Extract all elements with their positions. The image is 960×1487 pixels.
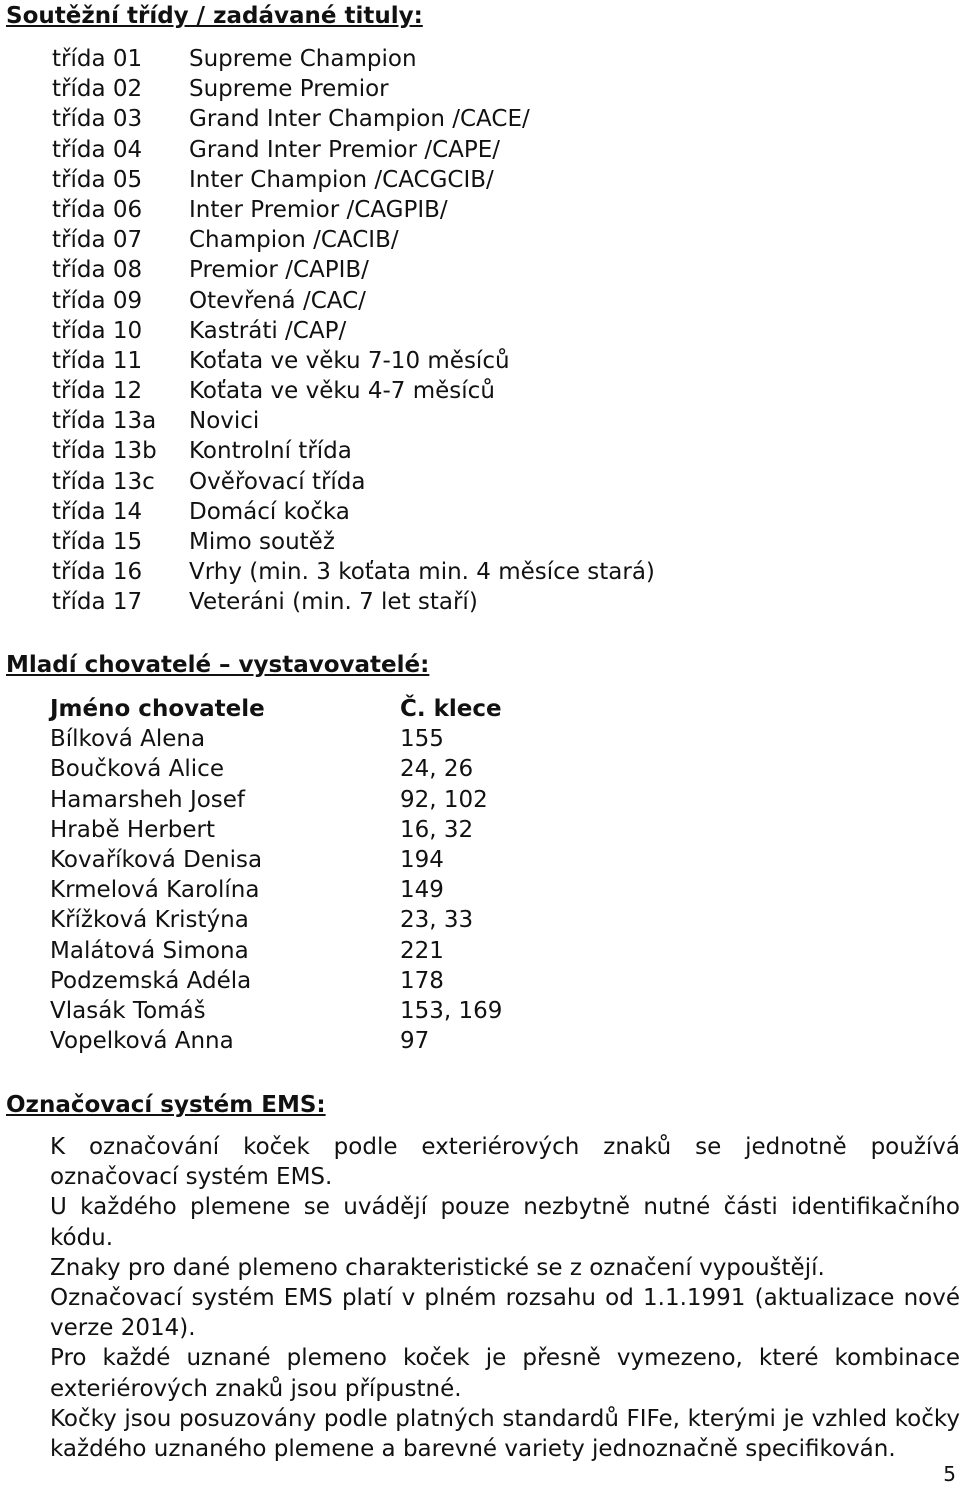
cage-number: 194 (400, 846, 444, 873)
column-header-name: Jméno chovatele (50, 696, 265, 722)
class-code: třída 13b (52, 438, 157, 465)
class-code: třída 03 (52, 106, 143, 133)
class-code: třída 14 (52, 498, 143, 525)
cage-number: 155 (400, 726, 444, 753)
cage-number: 153, 169 (400, 997, 503, 1024)
ems-paragraph: K označování koček podle exteriérových znaků se jednotně používá označovací systém EMS. (50, 1134, 960, 1191)
class-code: třída 17 (52, 589, 143, 616)
class-title: Supreme Champion (189, 46, 417, 72)
class-code: třída 01 (52, 46, 143, 72)
class-title: Champion /CACIB/ (189, 227, 399, 254)
breeder-name: Podzemská Adéla (50, 967, 252, 994)
class-code: třída 05 (52, 166, 143, 193)
class-title: Inter Premior /CAGPIB/ (189, 196, 448, 223)
breeder-name: Křížková Kristýna (50, 907, 249, 934)
ems-paragraph: U každého plemene se uvádějí pouze nezbytně nutné části identifikačního kódu. (50, 1194, 960, 1251)
breeder-name: Hrabě Herbert (50, 816, 216, 843)
class-code: třída 11 (52, 347, 143, 374)
class-code: třída 13c (52, 468, 155, 495)
class-title: Grand Inter Champion /CACE/ (189, 106, 530, 133)
class-title: Ověřovací třída (189, 468, 366, 495)
class-title: Domácí kočka (189, 498, 350, 525)
class-code: třída 09 (52, 287, 143, 314)
class-title: Vrhy (min. 3 koťata min. 4 měsíce stará) (189, 559, 655, 586)
class-code: třída 13a (52, 408, 157, 435)
page-number: 5 (943, 1462, 956, 1486)
cage-number: 23, 33 (400, 907, 474, 934)
breeder-name: Boučková Alice (50, 756, 224, 783)
breeder-name: Vopelková Anna (50, 1028, 234, 1055)
breeder-name: Malátová Simona (50, 937, 249, 964)
class-title: Mimo soutěž (189, 529, 335, 555)
breeder-name: Vlasák Tomáš (50, 997, 206, 1024)
class-code: třída 04 (52, 136, 143, 163)
ems-paragraph: Kočky jsou posuzovány podle platných standardů FIFe, kterými je vzhled kočky každého uznaného plemene a barevné variety jednoznačně specifikován. (50, 1405, 960, 1463)
cage-number: 149 (400, 877, 444, 904)
ems-text (50, 1132, 960, 1464)
class-title: Inter Champion /CACGCIB/ (189, 166, 494, 193)
breeder-name: Hamarsheh Josef (50, 786, 246, 813)
class-title: Kontrolní třída (189, 438, 352, 465)
cage-number: 97 (400, 1028, 430, 1055)
breeder-name: Krmelová Karolína (50, 877, 260, 904)
class-title: Premior /CAPIB/ (189, 257, 369, 284)
class-code: třída 02 (52, 76, 143, 103)
cage-number: 221 (400, 937, 444, 964)
column-header-cage: Č. klece (400, 696, 502, 722)
cage-number: 92, 102 (400, 786, 488, 813)
cage-number: 24, 26 (400, 756, 474, 783)
class-title: Otevřená /CAC/ (189, 287, 366, 314)
class-title: Kastráti /CAP/ (189, 317, 347, 344)
class-title: Novici (189, 408, 260, 435)
cage-number: 178 (400, 967, 444, 994)
class-code: třída 08 (52, 257, 143, 284)
ems-paragraph: Označovací systém EMS platí v plném rozsahu od 1.1.1991 (aktualizace nové verze 2014). (50, 1285, 960, 1342)
class-code: třída 12 (52, 378, 143, 405)
class-code: třída 15 (52, 529, 143, 555)
class-title: Veteráni (min. 7 let staří) (189, 589, 478, 616)
class-title: Koťata ve věku 4-7 měsíců (189, 378, 495, 405)
class-code: třída 07 (52, 227, 143, 254)
ems-heading: Označovací systém EMS: (6, 1092, 326, 1118)
breeder-name: Bílková Alena (50, 726, 206, 753)
class-title: Grand Inter Premior /CAPE/ (189, 136, 501, 163)
breeder-name: Kovaříková Denisa (50, 846, 263, 873)
cage-number: 16, 32 (400, 816, 474, 843)
class-title: Supreme Premior (189, 76, 389, 103)
ems-paragraph: Znaky pro dané plemeno charakteristické se z označení vypouštějí. (50, 1254, 825, 1281)
class-code: třída 06 (52, 196, 143, 223)
class-code: třída 16 (52, 559, 143, 586)
ems-paragraph: Pro každé uznané plemeno koček je přesně vymezeno, které kombinace exteriérových znaků jsou přípustné. (50, 1345, 960, 1402)
class-code: třída 10 (52, 317, 143, 344)
classes-heading: Soutěžní třídy / zadávané tituly: (6, 3, 423, 29)
class-title: Koťata ve věku 7-10 měsíců (189, 347, 510, 374)
young-breeders-heading: Mladí chovatelé – vystavovatelé: (6, 652, 430, 678)
